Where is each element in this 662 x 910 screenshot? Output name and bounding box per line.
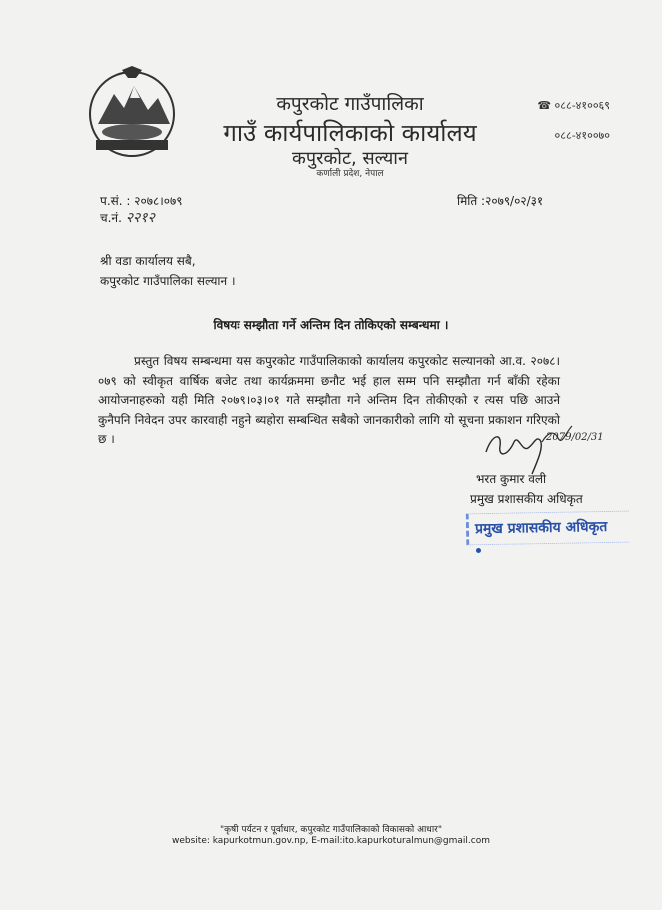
signatory-name: भरत कुमार वली <box>476 472 547 486</box>
subject-line: विषयः सम्झौता गर्ने अन्तिम दिन तोकिएको सम्बन्धमा । <box>213 318 449 332</box>
office-location: कपुरकोट, सल्यान <box>292 148 408 169</box>
phone-number-1: ☎ ०८८-४१००६९ <box>537 99 610 112</box>
nepal-emblem-logo <box>78 64 186 160</box>
phone-number-2: ०८८-४१००७० <box>554 129 610 142</box>
signature-date: 2079/02/31 <box>546 432 604 443</box>
office-title: गाउँ कार्यपालिकाको कार्यालय <box>223 119 477 147</box>
recipient-line-1: श्री वडा कार्यालय सबै, <box>100 254 196 268</box>
date-label: मिति : <box>457 194 486 208</box>
ps-label: प.सं. : <box>100 194 131 208</box>
recipient-line-2: कपुरकोट गाउँपालिका सल्यान । <box>100 274 236 288</box>
reference-number <box>100 192 182 209</box>
ps-value: २०७८।०७९ <box>134 194 183 208</box>
municipality-name: कपुरकोट गाउँपालिका <box>276 93 424 115</box>
body-text: प्रस्तुत विषय सम्बन्धमा यस कपुरकोट गाउँपालिकाको कार्यालय कपुरकोट सल्यानको आ.व. २०७८।०७९ को स्वीकृत वार्षिक बजेट तथा कार्यक्रममा छनौट भई हाल सम्म पनि सम्झौता गर्न बाँकी रहेका आयोजनाहरुको यही मिति २०७९।०३।०१ गते सम्झौता गने अन्तिम दिन तोकीएको र त्यस पछि आउने कुनैपनि निवेदन उपर कारवाही नहुने ब्यहोरा सम्बन्धित सबैको जानकारीको लागि यो सूचना प्रकाशन गरिएको छ । <box>98 354 560 446</box>
cn-value: २२१२ <box>125 210 155 226</box>
footer-contact: website: kapurkotmun.gov.np, E-mail:ito.kapurkoturalmun@gmail.com <box>171 836 491 846</box>
footer-slogan: "कृषी पर्यटन र पूर्वाधार, कपुरकोट गाउँपालिकाको विकासको आधार" <box>220 825 442 835</box>
dispatch-number <box>100 208 155 227</box>
province-name: कर्णाली प्रदेश, नेपाल <box>316 169 384 179</box>
date-value: २०७९/०२/३१ <box>485 194 544 208</box>
official-stamp: प्रमुख प्रशासकीय अधिकृत <box>466 511 630 546</box>
signatory-title: प्रमुख प्रशासकीय अधिकृत <box>470 492 583 506</box>
letter-date <box>457 192 543 209</box>
cn-label: च.नं. <box>100 211 122 225</box>
stamp-ink-dot <box>476 548 481 553</box>
